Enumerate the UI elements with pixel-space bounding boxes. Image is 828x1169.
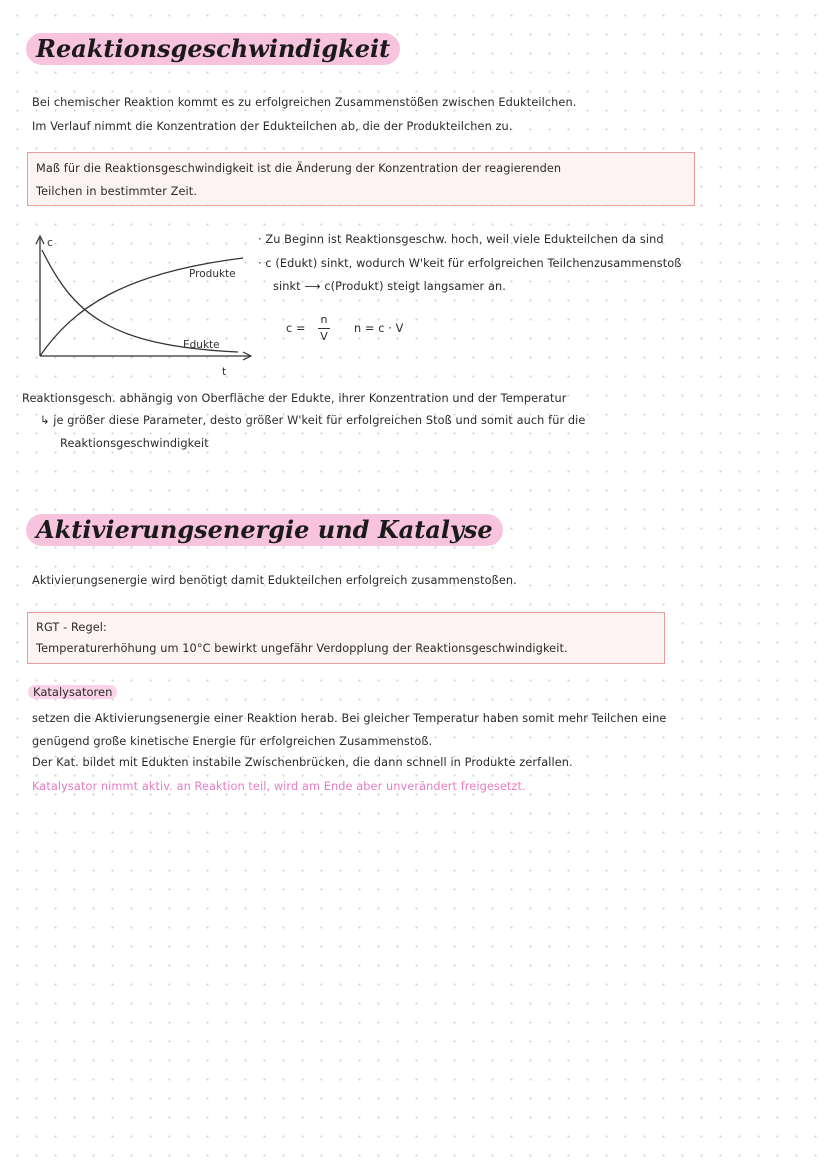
aktivierung-intro: Aktivierungsenergie wird benötigt damit Edukteilchen erfolgreich zusammenstoßen. bbox=[32, 574, 517, 587]
section-title-aktivierungsenergie: Aktivierungsenergie und Katalyse bbox=[26, 514, 503, 546]
x-axis-label: t bbox=[222, 365, 227, 378]
katalysatoren-pink-line: Katalysator nimmt aktiv. an Reaktion teil, wird am Ende aber unverändert freigesetzt. bbox=[32, 780, 526, 793]
concentration-time-graph bbox=[28, 228, 258, 378]
formula-denominator: V bbox=[320, 330, 328, 343]
rgt-rule-heading: RGT - Regel: bbox=[36, 621, 107, 634]
educts-curve-label: Edukte bbox=[183, 339, 220, 351]
y-axis-label: c bbox=[47, 236, 54, 249]
note-line-3: sinkt ⟶ c(Produkt) steigt langsamer an. bbox=[273, 280, 506, 293]
dependency-line-1: Reaktionsgesch. abhängig von Oberfläche der Edukte, ihrer Konzentration und der Temperatur bbox=[22, 392, 567, 405]
formula-fraction-bar bbox=[318, 328, 330, 329]
formula-lhs: c = bbox=[286, 322, 306, 335]
katalysatoren-line-3: Der Kat. bildet mit Edukten instabile Zwischenbrücken, die dann schnell in Produkte zerfallen. bbox=[32, 756, 573, 769]
formula-numerator: n bbox=[320, 313, 328, 326]
formula-fraction bbox=[316, 313, 332, 344]
section-title-reaktionsgeschwindigkeit: Reaktionsgeschwindigkeit bbox=[26, 33, 400, 65]
definition-line-2: Teilchen in bestimmter Zeit. bbox=[36, 185, 198, 198]
katalysatoren-heading: Katalysatoren bbox=[28, 685, 117, 699]
rgt-rule-box bbox=[27, 612, 665, 664]
dependency-line-2: ↳ je größer diese Parameter, desto größer W'keit für erfolgreichen Stoß und somit auch für die bbox=[40, 414, 586, 427]
products-curve-label: Produkte bbox=[189, 268, 236, 280]
intro-line-2: Im Verlauf nimmt die Konzentration der Edukteilchen ab, die der Produkteilchen zu. bbox=[32, 120, 513, 133]
intro-line-1: Bei chemischer Reaktion kommt es zu erfolgreichen Zusammenstößen zwischen Edukteilchen. bbox=[32, 96, 577, 109]
note-line-1: · Zu Beginn ist Reaktionsgeschw. hoch, weil viele Edukteilchen da sind bbox=[258, 233, 664, 246]
educts-curve bbox=[42, 250, 238, 352]
katalysatoren-line-2: genügend große kinetische Energie für erfolgreichen Zusammenstoß. bbox=[32, 735, 433, 748]
definition-box bbox=[27, 152, 695, 206]
katalysatoren-line-1: setzen die Aktivierungsenergie einer Reaktion herab. Bei gleicher Temperatur haben somit mehr Teilchen eine bbox=[32, 712, 667, 725]
formula-rhs: n = c · V bbox=[354, 322, 404, 335]
rgt-rule-text: Temperaturerhöhung um 10°C bewirkt ungefähr Verdopplung der Reaktionsgeschwindigkeit. bbox=[36, 642, 568, 655]
note-line-2: · c (Edukt) sinkt, wodurch W'keit für erfolgreichen Teilchenzusammenstoß bbox=[258, 257, 682, 270]
definition-line-1: Maß für die Reaktionsgeschwindigkeit ist die Änderung der Konzentration der reagierenden bbox=[36, 162, 562, 175]
dependency-line-3: Reaktionsgeschwindigkeit bbox=[60, 437, 209, 450]
